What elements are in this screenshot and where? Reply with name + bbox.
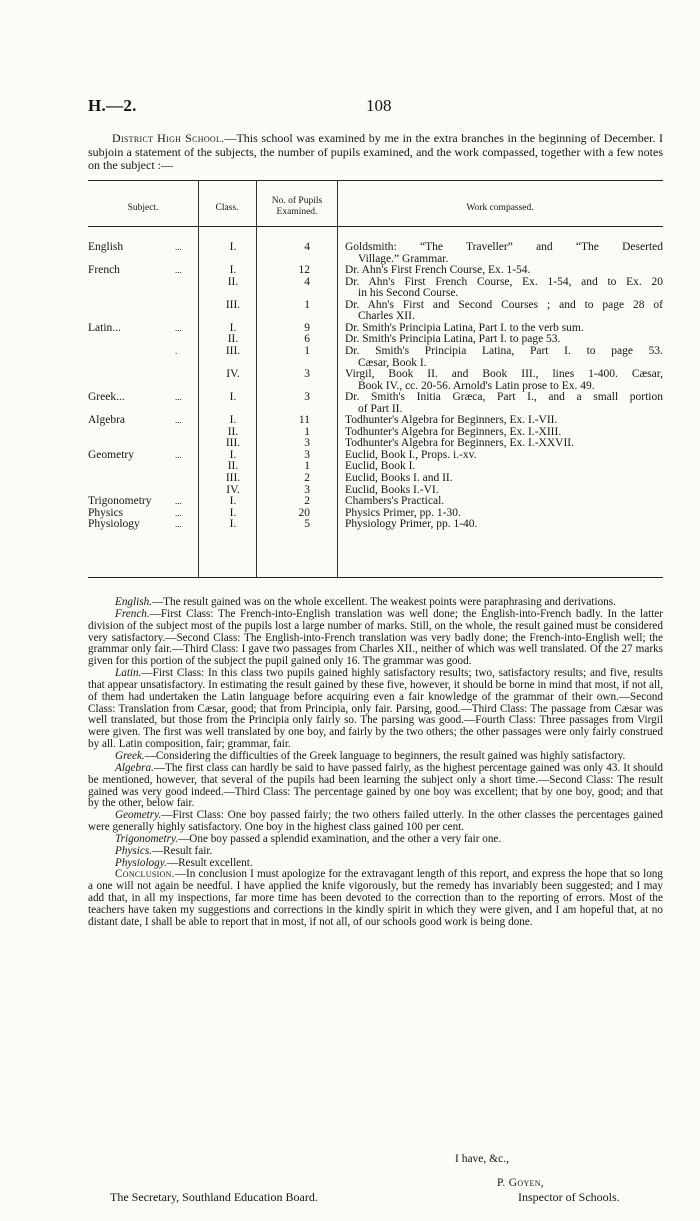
row-pupils: 20 (298, 506, 310, 519)
table-row (0, 496, 700, 507)
row-work: Dr. Smith's Principia Latina, Part I. to page 53. (345, 344, 663, 357)
table-top-rule (88, 180, 663, 181)
row-pupils: 2 (304, 495, 310, 508)
row-work: Euclid, Books I. and II. (345, 472, 453, 484)
row-class: I. (229, 264, 237, 277)
row-subject: French (88, 264, 120, 277)
row-dots: ... (175, 507, 182, 518)
row-work: Euclid, Book I. (345, 460, 416, 473)
row-class: III. (225, 472, 241, 484)
row-class: III. (225, 437, 241, 450)
row-dots: ... (175, 519, 182, 530)
row-work: Todhunter's Algebra for Beginners, Ex. I.-VII. (345, 414, 558, 427)
row-pupils: 1 (304, 298, 310, 311)
note-physiology: Physiology.—Result excellent. (115, 856, 253, 869)
row-class: III. (225, 298, 241, 311)
row-subject: Geometry (88, 448, 134, 461)
note-conclusion: Conclusion.—In conclusion I must apologize for the extravagant length of this report, and express the hope that so long a one will not again be needful. I have applied the knife vigorously, but the remedy has invariably been suggested; and I may add that, in all my inspections, far more time has been devoted to the correction than to the reporting of errors. Most of the teachers have taken my suggestions and corrections in the kindly spirit in which they were given, and I am hopeful that, at no distant date, I shall be able to report that in most, if not all, of our schools good work is being done. (88, 868, 663, 928)
row-subject: English (88, 241, 124, 253)
row-pupils: 9 (304, 321, 310, 334)
row-work: Cæsar, Book I. (358, 356, 427, 369)
row-pupils: 2 (304, 472, 310, 484)
row-pupils: 4 (304, 275, 310, 288)
row-work: Dr. Smith's Principia Latina, Part I. to the verb sum. (345, 321, 584, 334)
signature-name: P. Goyen, (497, 1177, 544, 1189)
addressee: The Secretary, Southland Education Board. (110, 1190, 318, 1204)
row-class: I. (229, 414, 237, 427)
table-row (0, 404, 700, 415)
row-subject: Algebra (88, 414, 126, 427)
table-row (0, 519, 700, 530)
table-row (0, 438, 700, 449)
note-greek: Greek.—Considering the difficulties of the Greek language to beginners, the result gained was highly satisfactory. (115, 749, 626, 762)
table-row (0, 288, 700, 299)
table-row (0, 369, 700, 380)
table-row (0, 461, 700, 472)
header-pupils: No. of Pupils Examined. (271, 196, 323, 217)
row-pupils: 11 (298, 414, 310, 427)
row-work: of Part II. (358, 402, 403, 415)
row-work: Todhunter's Algebra for Beginners, Ex. I.-XXVII. (345, 437, 574, 450)
row-work: Virgil, Book II. and Book III., lines 1-400. Cæsar, (345, 368, 663, 381)
table-row (0, 300, 700, 311)
row-work: Dr. Ahn's First French Course, Ex. 1-54, and to Ex. 20 (345, 275, 663, 288)
row-pupils: 3 (304, 391, 310, 404)
row-class: I. (229, 321, 237, 334)
row-work: Dr. Ahn's First and Second Courses ; and to page 28 of (345, 298, 663, 311)
row-dots: ... (175, 496, 182, 507)
table-row (0, 254, 700, 265)
row-subject: Latin... (88, 321, 121, 334)
note-physics: Physics.—Result fair. (115, 844, 213, 857)
row-pupils: 3 (304, 368, 310, 381)
table-row (0, 381, 700, 392)
row-subject: Physics (88, 506, 124, 519)
header-work: Work compassed. (466, 203, 534, 213)
parliamentary-reference: H.—2. (88, 96, 137, 115)
row-pupils: 3 (304, 483, 310, 496)
table-row (0, 311, 700, 322)
table-row (0, 334, 700, 345)
row-class: IV. (226, 483, 240, 496)
row-dots: ... (175, 392, 182, 403)
document-page: H.—2. 108 District High School.—This school was examined by me in the extra branches in the beginning of December. I subjoin a statement of the subjects, the number of pupils examined, and the work compassed, together with a few notes on the subject :— Subject. Class. No. of Pupils Examined. Work compassed. English ... I. 4 Goldsmith: “The Traveller” and “The Deserted Village.” Grammar. French ... I. 12 Dr. Ahn's First French Course, Ex. 1-54. II. 4 Dr. Ahn's First French Course, Ex. 1-54, and to Ex. 20 in his Second Course. III. 1 Dr. Ahn's First and Second Courses ; and to page 28 of Charles XII. Latin... ... I. 9 Dr. Smith's Principia Latina, Part I. to the verb sum. II. 6 Dr. Smith's Principia Latina, Part I. to page 53. . III. 1 Dr. Smith's Principia Latina, Part I. to page 53. Cæsar, Book I. IV. 3 Virgil, Book II. and Book III., lines 1-400. Cæsar, Book IV., cc. 20-56. Arnold's Latin prose to Ex. 49. Greek... ... I. 3 Dr. Smith's Initia Græca, Part I., and a small portion of Part II. Algebra ... I. 11 Todhunter's Algebra for Beginners, Ex. I.-VII. II. 1 Todhunter's Algebra for Beginners, Ex. I.-XIII. III. 3 Todhunter's Algebra for Beginners, Ex. I.-XXVII. Geometry ... I. 3 Euclid, Book I., Props. i.-xv. II. 1 Euclid, Book I. III. 2 Euclid, Books I. and II. IV. 3 Euclid, Books I.-VI. Trigonometry ... I. 2 Chambers's Practical. Physics ... I. 20 Physics Primer, pp. 1-30. Physiology ... I. 5 Physiology Primer, pp. 1-40. English.—The result gained was on the whole excellent. The weakest points were paraphrasing and derivations. French.—First Class: The French-into-English translation was well done; the English-into-French badly. In the latter division of the subject most of the pupils lost a large number of marks. Still, on the whole, the result gained must be considered very satisfactory.—Second Class: The English-into-French translation was very badly done; the French-into-English well; the grammar only fair.—Third Class: I gave two passages from Charles XII., neither of which was well translated. Of the 27 marks given for this portion of the subject the pupil gained only 16. The grammar was good. Latin.—First Class: In this class two pupils gained highly satisfactory results; two, satisfactory results; and five, results that appear unsatisfactory. In estimating the result gained by these five, however, it should be borne in mind that most, if not all, of them had undertaken the Latin language before acquiring even a fair knowledge of the grammar of their own.—Second Class: Translation from Cæsar, good; that from Principia, only fair. Parsing, good.—Third Class: The passage from Cæsar was well translated, but those from the Principia only fairly so. The parsing was good.—Fourth Class: Three passages from Virgil were given. The first was well translated by one boy, and fairly by the two others; the other passages were only fairly construed by all. Latin composition, fair; grammar, fair. Greek.—Considering the difficulties of the Greek language to beginners, the result gained was highly satisfactory. Algebra.—The first class can hardly be said to have passed fairly, as the highest percentage gained was only 43. It should be mentioned, however, that several of the pupils had been learning the subject only a short time.—Second Class: The result gained was very good indeed.—Third Class: The percentage gained by one boy was excellent; that by one boy, good; and that by the other, below fair. Geometry.—First Class: One boy passed fairly; the two others failed utterly. In the other classes the percentages gained were generally highly satisfactory. One boy in the highest class gained 100 per cent. Trigonometry.—One boy passed a splendid examination, and the other a very fair one. Physics.—Result fair. Physiology.—Result excellent. Conclusion.—In conclusion I must apologize for the extravagant length of this report, and express the hope that so long a one will not again be needful. I have applied the knife vigorously, but the remedy has invariably been suggested; and I may add that, in all my inspections, far more time has been devoted to the correction than to the reporting of errors. Most of the teachers have taken my suggestions and corrections in the kindly spirit in which they were given, and I am hopeful that, at no distant date, I shall be able to report that in most, if not all, of our schools good work is being done. I have, &c., P. Goyen, The Secretary, Southland Education Board. Inspector of Schools. (0, 0, 700, 1221)
table-row (0, 277, 700, 288)
table-row (0, 473, 700, 484)
page-number: 108 (366, 96, 392, 115)
note-algebra: Algebra.—The first class can hardly be said to have passed fairly, as the highest percentage gained was only 43. It should be mentioned, however, that several of the pupils had been learning the subject only a short time.—Second Class: The result gained was very good indeed.—Third Class: The percentage gained by one boy was excellent; that by one boy, good; and that by the other, below fair. (88, 761, 663, 810)
row-class: I. (229, 391, 237, 404)
row-work: Book IV., cc. 20-56. Arnold's Latin prose to Ex. 49. (358, 379, 595, 392)
intro-lead: District High School. (112, 131, 225, 145)
table-row (0, 485, 700, 496)
row-dots: ... (175, 415, 182, 426)
row-class: II. (227, 425, 239, 438)
row-class: IV. (226, 368, 240, 381)
row-pupils: 3 (304, 437, 310, 450)
row-work: Physiology Primer, pp. 1-40. (345, 518, 478, 531)
row-work: Physics Primer, pp. 1-30. (345, 506, 461, 519)
row-class: I. (229, 448, 237, 461)
row-work: Dr. Smith's Principia Latina, Part I. to page 53. (345, 333, 561, 346)
table-row (0, 346, 700, 357)
row-class: I. (229, 506, 237, 519)
row-class: II. (227, 460, 239, 473)
table-row (0, 323, 700, 334)
row-class: III. (225, 344, 241, 357)
row-subject: Trigonometry (88, 495, 152, 508)
row-dots: ... (175, 265, 182, 276)
table-header-rule (88, 226, 663, 227)
row-subject: Physiology (88, 518, 140, 531)
row-subject: Greek... (88, 391, 125, 404)
page-header (88, 96, 648, 118)
table-row (0, 427, 700, 438)
row-dots: . (175, 345, 178, 356)
row-pupils: 1 (304, 425, 310, 438)
row-class: I. (229, 518, 237, 531)
row-class: II. (227, 333, 239, 346)
intro-text: —This school was examined by me in the extra branches in the beginning of December. I subjoin a statement of the subjects, the number of pupils examined, and the work compassed, together with a few notes on the subject :— (88, 131, 663, 172)
row-pupils: 5 (304, 518, 310, 531)
note-latin: Latin.—First Class: In this class two pupils gained highly satisfactory results; two, satisfactory results; and five, results that appear unsatisfactory. In estimating the result gained by these five, however, it should be borne in mind that most, if not all, of them had undertaken the Latin language before acquiring even a fair knowledge of the grammar of their own.—Second Class: Translation from Cæsar, good; that from Principia, only fair. Parsing, good.—Third Class: The passage from Cæsar was well translated, but those from the Principia only fairly so. The parsing was good.—Fourth Class: Three passages from Virgil were given. The first was well translated by one boy, and fairly by the two others; the other passages were only fairly construed by all. Latin composition, fair; grammar, fair. (88, 667, 663, 751)
row-dots: ... (175, 322, 182, 333)
table-row (0, 358, 700, 369)
row-pupils: 4 (304, 241, 310, 253)
row-pupils: 1 (304, 460, 310, 473)
row-work: Goldsmith: “The Traveller” and “The Deserted (345, 241, 663, 253)
header-subject: Subject. (127, 203, 159, 213)
table-row (0, 265, 700, 276)
intro-paragraph (88, 132, 663, 173)
examination-notes (88, 597, 663, 929)
table-row (0, 450, 700, 461)
row-class: II. (227, 275, 239, 288)
row-work: Village.” Grammar. (358, 252, 449, 265)
table-bottom-rule (88, 577, 663, 578)
row-pupils: 12 (298, 264, 310, 277)
row-pupils: 1 (304, 344, 310, 357)
row-work: Dr. Smith's Initia Græca, Part I., and a small portion (345, 391, 663, 404)
inspector-title: Inspector of Schools. (518, 1190, 620, 1204)
note-trigonometry: Trigonometry.—One boy passed a splendid examination, and the other a very fair one. (115, 832, 502, 845)
row-work: Euclid, Book I., Props. i.-xv. (345, 448, 477, 461)
row-work: Todhunter's Algebra for Beginners, Ex. I.-XIII. (345, 425, 562, 438)
note-english: English.—The result gained was on the whole excellent. The weakest points were paraphrasing and derivations. (115, 596, 616, 608)
note-geometry: Geometry.—First Class: One boy passed fairly; the two others failed utterly. In the other classes the percentages gained were generally highly satisfactory. One boy in the highest class gained 100 per cent. (88, 809, 663, 834)
row-work: Chambers's Practical. (345, 495, 445, 508)
row-work: Dr. Ahn's First French Course, Ex. 1-54. (345, 264, 531, 277)
table-row (0, 508, 700, 519)
row-work: Charles XII. (358, 310, 415, 323)
row-class: I. (229, 241, 237, 253)
table-row (0, 242, 700, 253)
row-dots: ... (175, 242, 182, 252)
row-dots: ... (175, 449, 182, 460)
row-class: I. (229, 495, 237, 508)
header-class: Class. (215, 203, 239, 213)
row-pupils: 3 (304, 448, 310, 461)
table-row (0, 392, 700, 403)
row-work: in his Second Course. (358, 287, 459, 300)
row-pupils: 6 (304, 333, 310, 346)
row-work: Euclid, Books I.-VI. (345, 483, 439, 496)
note-french: French.—First Class: The French-into-English translation was well done; the English-into-French badly. In the latter division of the subject most of the pupils lost a large number of marks. Still, on the whole, the result gained must be considered very satisfactory.—Second Class: The English-into-French translation was very badly done; the French-into-English well; the grammar only fair.—Third Class: I gave two passages from Charles XII., neither of which was well translated. Of the 27 marks given for this portion of the subject the pupil gained only 16. The grammar was good. (88, 607, 663, 668)
table-row (0, 415, 700, 426)
